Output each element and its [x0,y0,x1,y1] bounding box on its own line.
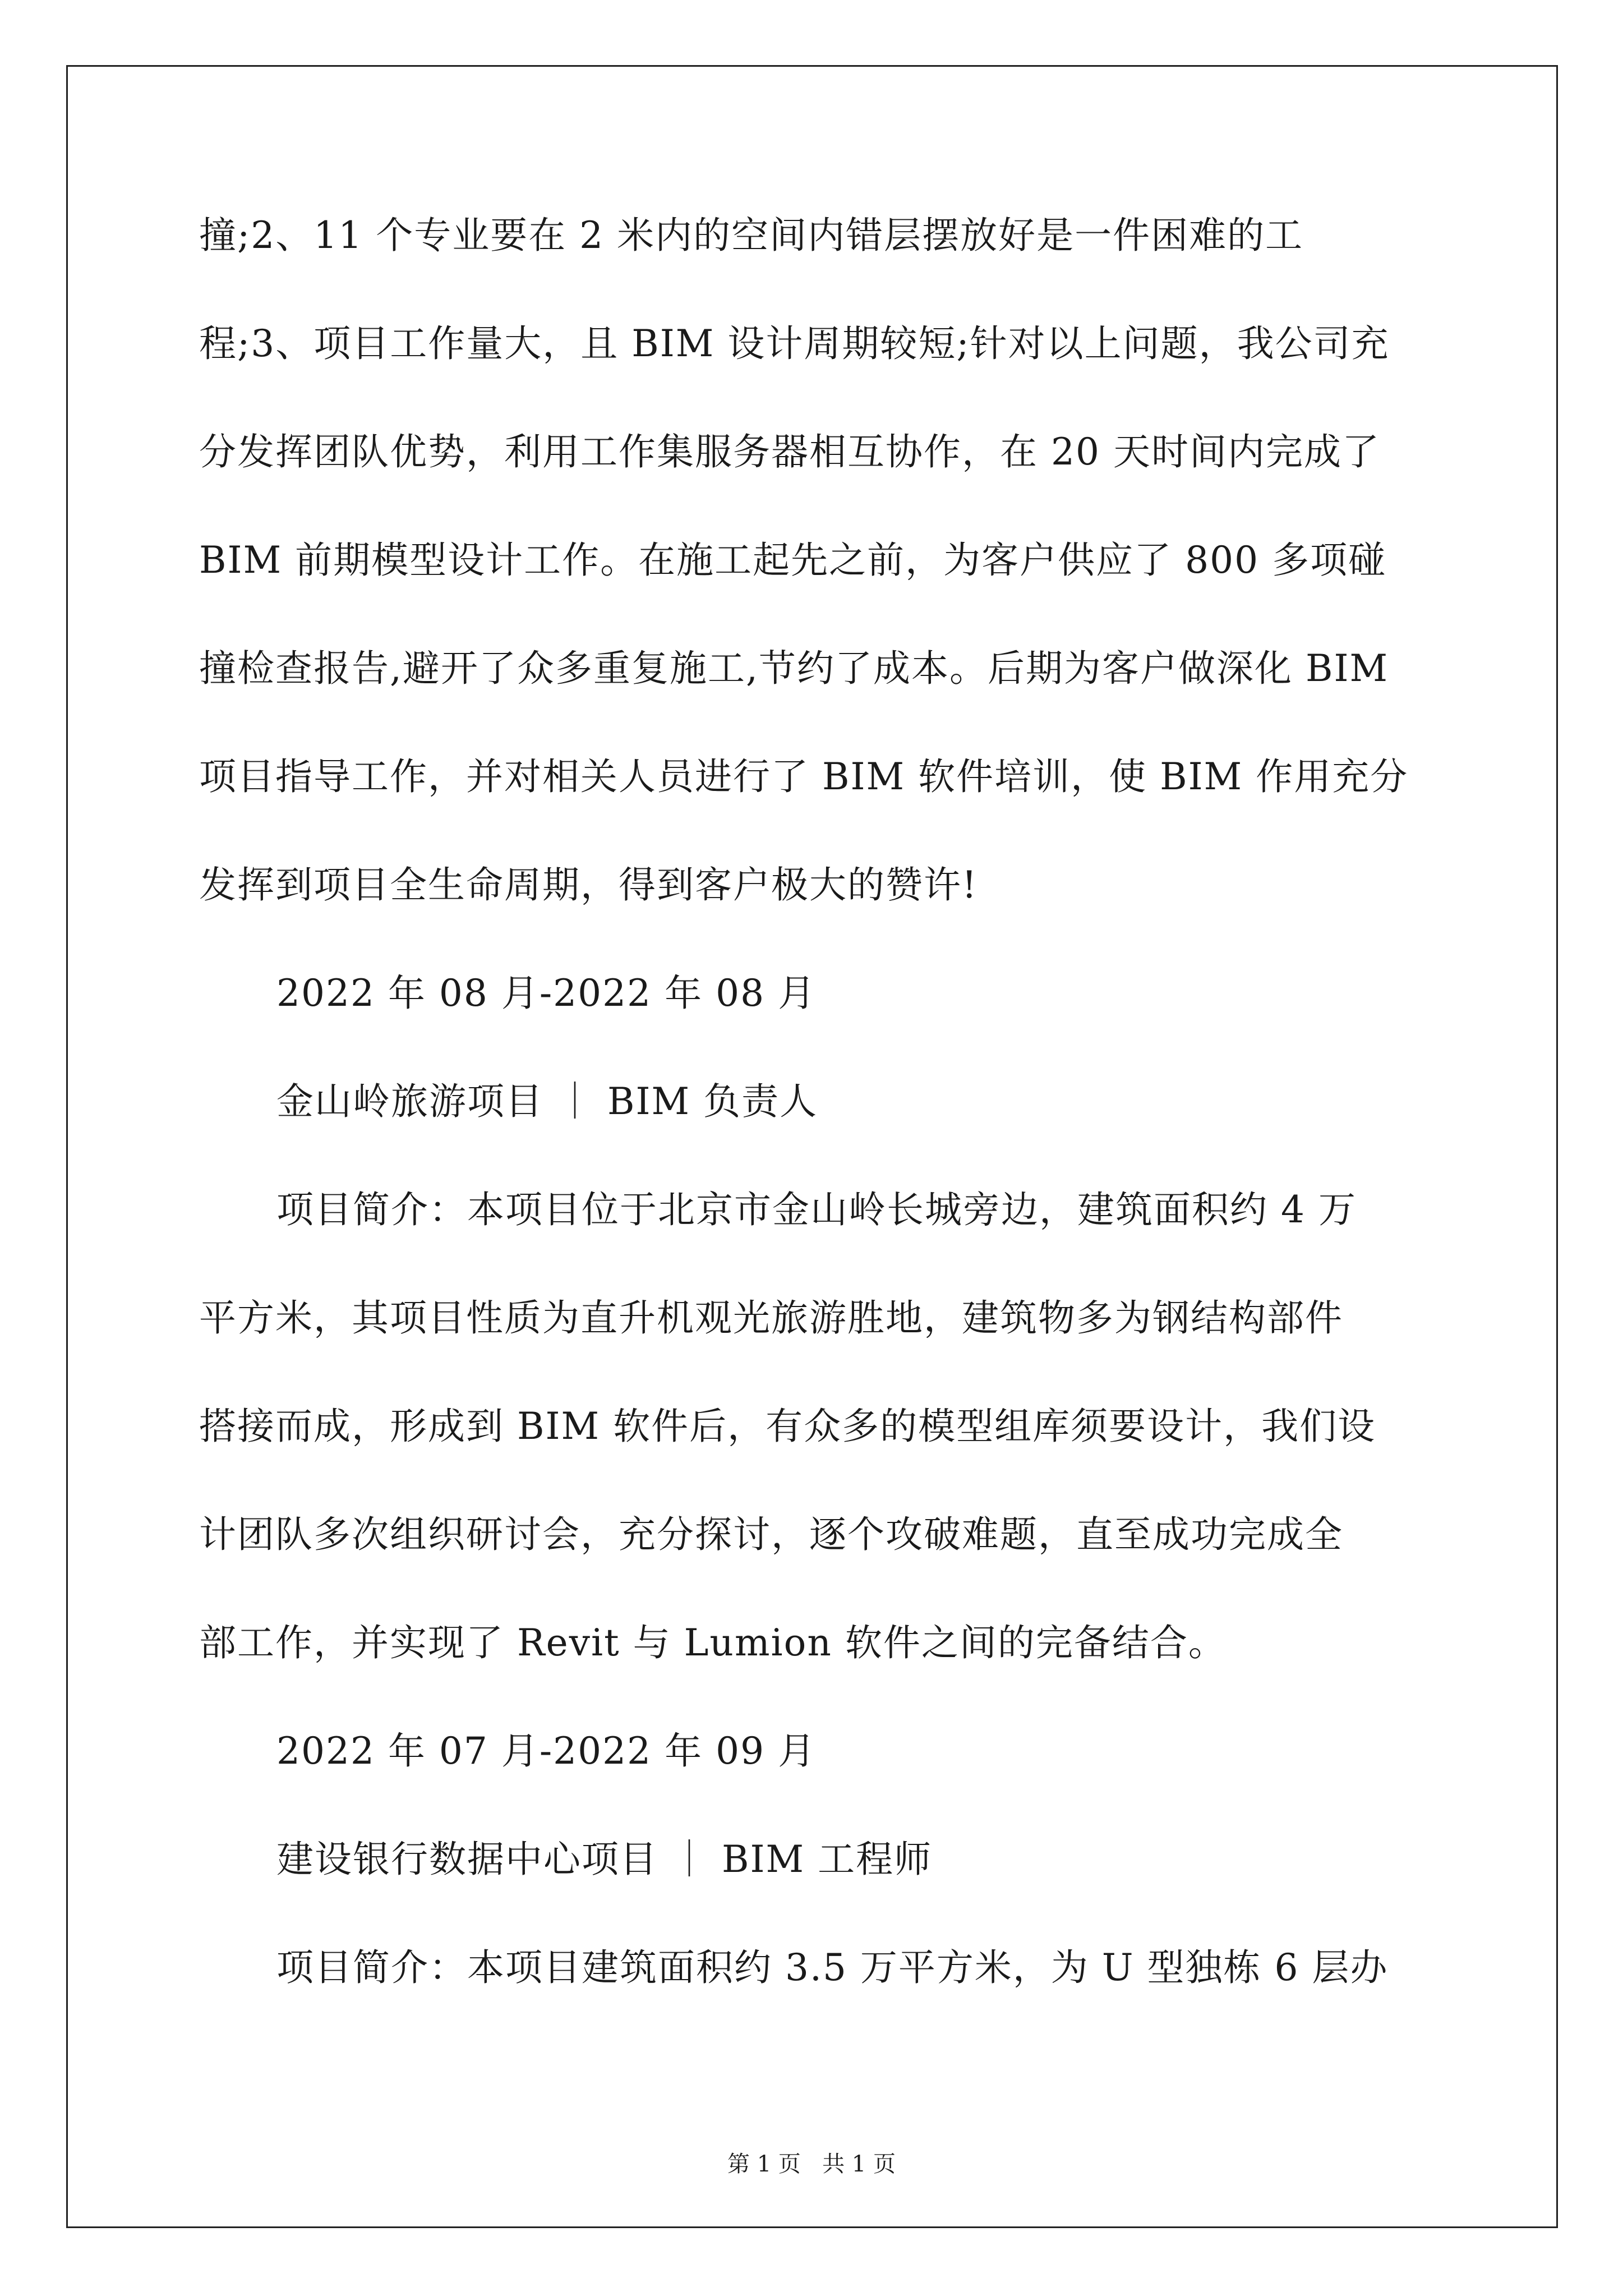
body-line: BIM 前期模型设计工作。在施工起先之前，为客户供应了 800 多项碰 [199,539,1387,582]
body-line: 撞;2、11 个专业要在 2 米内的空间内错层摆放好是一件困难的工 [199,214,1304,257]
body-line: 发挥到项目全生命周期，得到客户极大的赞许! [199,863,978,907]
body-line: 程;3、项目工作量大，且 BIM 设计周期较短;针对以上问题，我公司充 [199,322,1390,365]
body-line: 分发挥团队优势，利用工作集服务器相互协作，在 20 天时间内完成了 [199,430,1380,473]
date-range: 2022 年 07 月-2022 年 09 月 [276,1729,817,1773]
project-intro-line: 项目简介：本项目位于北京市金山岭长城旁边，建筑面积约 4 万 [276,1188,1357,1231]
body-line: 项目指导工作，并对相关人员进行了 BIM 软件培训，使 BIM 作用充分 [199,755,1409,798]
body-line: 计团队多次组织研讨会，充分探讨，逐个攻破难题，直至成功完成全 [199,1513,1343,1556]
date-range: 2022 年 08 月-2022 年 08 月 [276,972,817,1015]
project-title: 金山岭旅游项目 ｜ BIM 负责人 [276,1080,818,1123]
body-line: 搭接而成，形成到 BIM 软件后，有众多的模型组库须要设计，我们设 [199,1405,1376,1448]
project-title: 建设银行数据中心项目 ｜ BIM 工程师 [276,1838,933,1881]
body-line: 平方米，其项目性质为直升机观光旅游胜地，建筑物多为钢结构部件 [199,1296,1343,1340]
project-intro-line: 项目简介：本项目建筑面积约 3.5 万平方米，为 U 型独栋 6 层办 [276,1946,1389,1989]
body-line: 部工作，并实现了 Revit 与 Lumion 软件之间的完备结合。 [199,1621,1227,1664]
body-line: 撞检查报告,避开了众多重复施工,节约了成本。后期为客户做深化 BIM [199,647,1389,690]
page-border [66,65,1558,2228]
page-footer: 第 1 页 共 1 页 [727,2151,896,2177]
